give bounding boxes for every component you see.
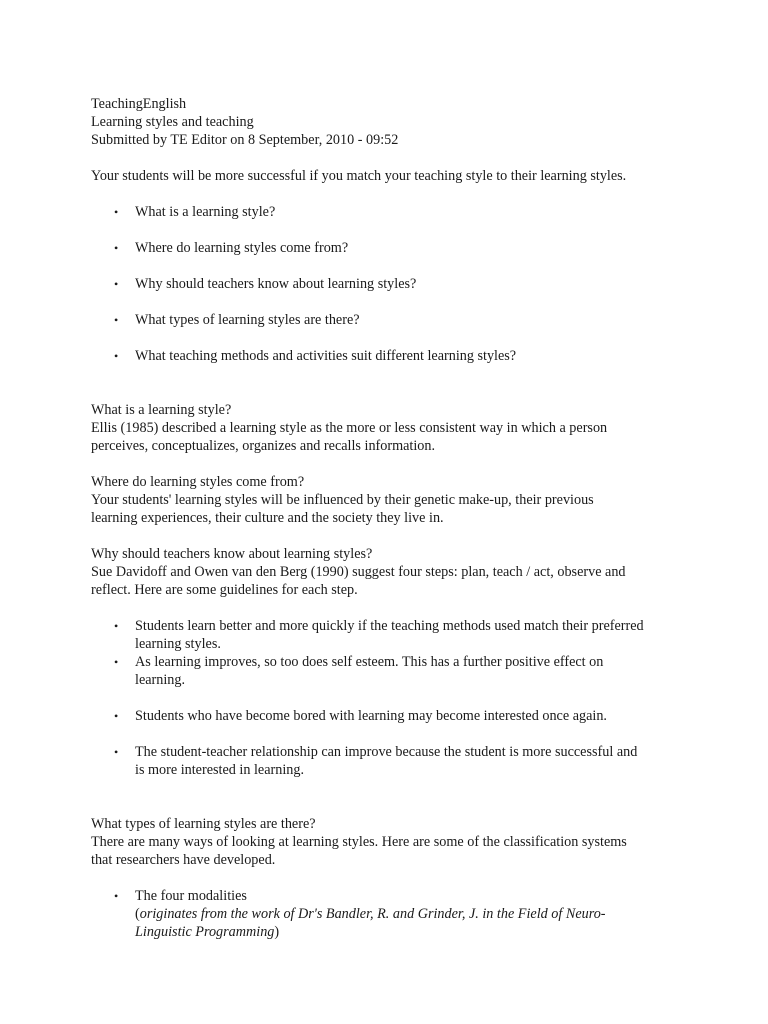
section-where: [91, 473, 691, 527]
bullet-icon: •: [114, 745, 119, 759]
toc-item: • What types of learning styles are there?: [114, 312, 360, 328]
toc-list: [91, 203, 691, 365]
why-bullet-list: [91, 617, 691, 779]
section-body-line: reflect. Here are some guidelines for each step.: [91, 582, 358, 598]
list-item: • Students who have become bored with learning may become interested once again.: [114, 708, 607, 724]
list-item: • Students learn better and more quickly if the teaching methods used match their preferred learning styles.: [114, 618, 644, 652]
section-heading: Why should teachers know about learning styles?: [91, 546, 373, 562]
section-heading: What types of learning styles are there?: [91, 816, 316, 832]
bullet-icon: •: [114, 205, 119, 219]
toc-item: • What is a learning style?: [114, 204, 276, 220]
section-body-line: Sue Davidoff and Owen van den Berg (1990) suggest four steps: plan, teach / act, observe and: [91, 564, 626, 580]
bullet-title: The four modalities: [135, 888, 247, 904]
bullet-icon: •: [114, 889, 119, 903]
toc-item: • Why should teachers know about learning styles?: [114, 276, 417, 292]
bullet-note: Linguistic Programming): [135, 924, 280, 940]
bullet-icon: •: [114, 619, 119, 633]
section-body-line: Your students' learning styles will be influenced by their genetic make-up, their previous: [91, 492, 594, 508]
bullet-icon: •: [114, 655, 119, 669]
list-item: • The student-teacher relationship can improve because the student is more successful and is more interested in learning.: [114, 744, 638, 778]
section-heading: Where do learning styles come from?: [91, 474, 305, 490]
site-name: TeachingEnglish: [91, 96, 187, 112]
section-what: [91, 401, 691, 455]
bullet-icon: •: [114, 709, 119, 723]
section-body-line: There are many ways of looking at learning styles. Here are some of the classification systems: [91, 834, 627, 850]
section-body-line: learning experiences, their culture and the society they live in.: [91, 510, 444, 526]
bullet-icon: •: [114, 313, 119, 327]
section-heading: What is a learning style?: [91, 402, 232, 418]
bullet-icon: •: [114, 241, 119, 255]
page-title: Learning styles and teaching: [91, 114, 254, 130]
section-types: [91, 815, 691, 941]
section-body-line: perceives, conceptualizes, organizes and recalls information.: [91, 438, 436, 454]
bullet-icon: •: [114, 349, 119, 363]
submitted-line: Submitted by TE Editor on 8 September, 2010 - 09:52: [91, 132, 399, 148]
bullet-icon: •: [114, 277, 119, 291]
document-page: [91, 95, 691, 941]
section-body-line: Ellis (1985) described a learning style as the more or less consistent way in which a person: [91, 420, 608, 436]
list-item: [91, 887, 691, 941]
list-item: • As learning improves, so too does self esteem. This has a further positive effect on learning.: [114, 654, 604, 688]
bullet-note: (originates from the work of Dr's Bandler, R. and Grinder, J. in the Field of Neuro-: [135, 906, 606, 922]
intro-paragraph: Your students will be more successful if you match your teaching style to their learning styles.: [91, 168, 627, 184]
section-body-line: that researchers have developed.: [91, 852, 276, 868]
section-why: [91, 545, 691, 779]
types-bullet-list: [91, 887, 691, 941]
toc-item: • What teaching methods and activities suit different learning styles?: [114, 348, 517, 364]
toc-item: • Where do learning styles come from?: [114, 240, 349, 256]
